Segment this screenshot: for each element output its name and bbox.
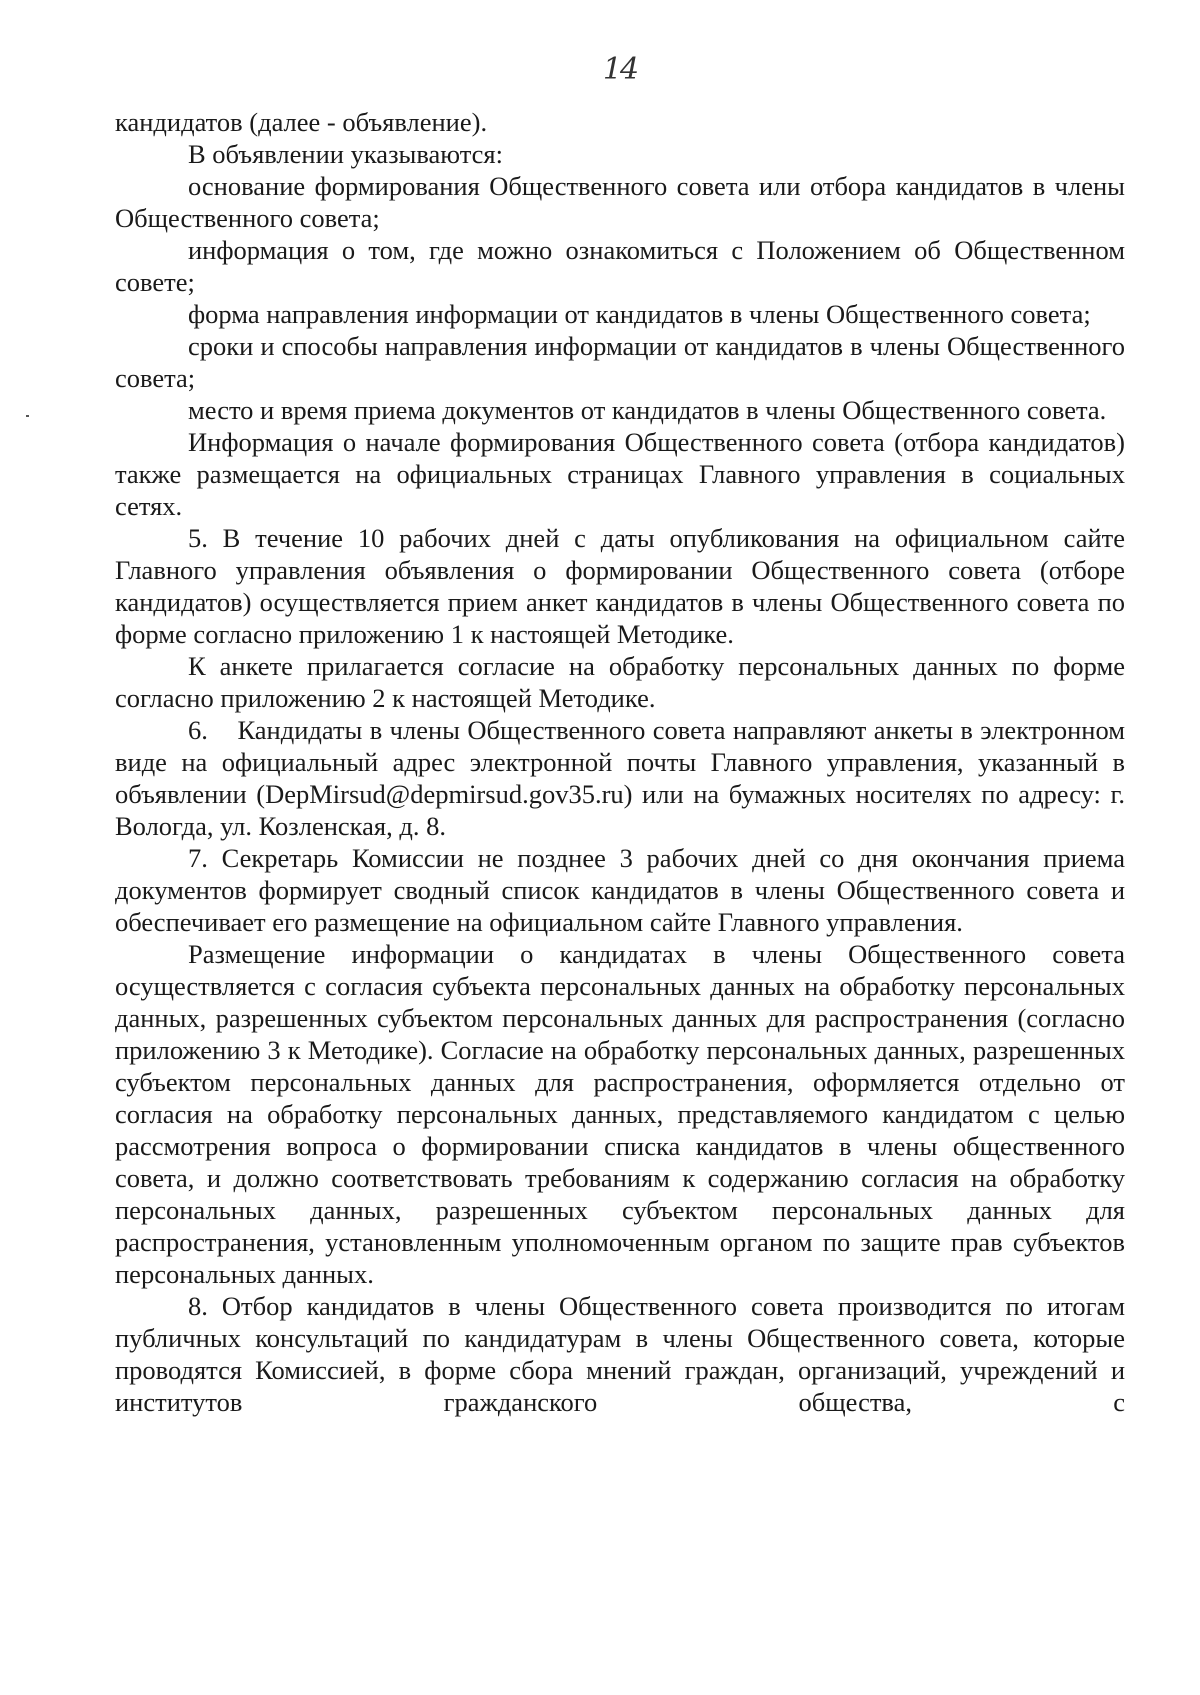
scan-speck	[26, 415, 29, 417]
paragraph: 7. Секретарь Комиссии не позднее 3 рабочих дней со дня окончания приема документов формирует сводный список кандидатов в члены Общественного совета и обеспечивает его размещение на официальном сайте Главного управления.	[115, 843, 1125, 937]
paragraph: основание формирования Общественного совета или отбора кандидатов в члены Общественного совета;	[115, 171, 1125, 233]
paragraph: К анкете прилагается согласие на обработку персональных данных по форме согласно приложению 2 к настоящей Методике.	[115, 651, 1125, 713]
paragraph: 8. Отбор кандидатов в члены Общественного совета производится по итогам публичных консультаций по кандидатурам в члены Общественного совета, которые проводятся Комиссией, в форме сбора мнений граждан, организаций, учреждений и институтов гражданского общества, с	[115, 1291, 1125, 1417]
page-number: 14	[602, 52, 638, 87]
paragraph: 6. Кандидаты в члены Общественного совета направляют анкеты в электронном виде на официальный адрес электронной почты Главного управления, указанный в объявлении (DepMirsud@depmirsud.gov35.ru) или на бумажных носителях по адресу: г. Вологда, ул. Козленская, д. 8.	[115, 715, 1132, 841]
document-body	[115, 106, 1132, 1418]
paragraph: сроки и способы направления информации от кандидатов в члены Общественного совета;	[115, 331, 1125, 393]
paragraph: форма направления информации от кандидатов в члены Общественного совета;	[188, 299, 1091, 329]
paragraph: место и время приема документов от кандидатов в члены Общественного совета.	[188, 395, 1107, 425]
paragraph: В объявлении указываются:	[188, 139, 503, 169]
paragraph: 5. В течение 10 рабочих дней с даты опубликования на официальном сайте Главного управления объявления о формировании Общественного совета (отборе кандидатов) осуществляется прием анкет кандидатов в члены Общественного совета по форме согласно приложению 1 к настоящей Методике.	[115, 523, 1125, 649]
paragraph: кандидатов (далее - объявление).	[115, 107, 488, 137]
paragraph: Размещение информации о кандидатах в члены Общественного совета осуществляется с согласия субъекта персональных данных на обработку персональных данных, разрешенных субъектом персональных данных для распространения (согласно приложению 3 к Методике). Согласие на обработку персональных данных, разрешенных субъектом персональных данных для распространения, оформляется отдельно от согласия на обработку персональных данных, представляемого кандидатом с целью рассмотрения вопроса о формировании списка кандидатов в члены общественного совета, и должно соответствовать требованиям к содержанию согласия на обработку персональных данных, разрешенных субъектом персональных данных для распространения, установленным уполномоченным органом по защите прав субъектов персональных данных.	[115, 939, 1125, 1289]
paragraph: информация о том, где можно ознакомиться с Положением об Общественном совете;	[115, 235, 1125, 297]
paragraph: Информация о начале формирования Общественного совета (отбора кандидатов) также размещается на официальных страницах Главного управления в социальных сетях.	[115, 427, 1125, 521]
